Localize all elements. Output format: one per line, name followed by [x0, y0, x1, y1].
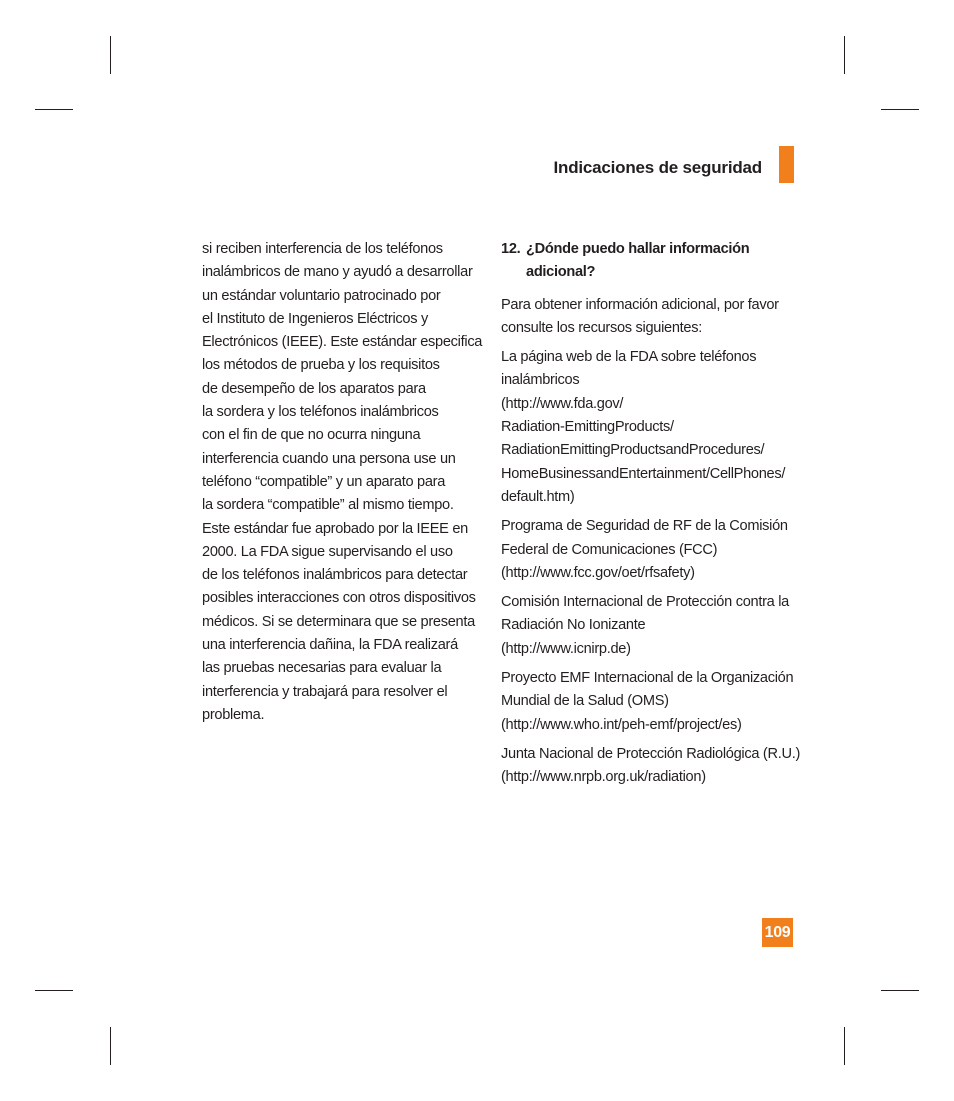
text-line: (http://www.icnirp.de) — [501, 640, 631, 657]
text-line: un estándar voluntario patrocinado por — [202, 287, 441, 304]
text-line: teléfono “compatible” y un aparato para — [202, 473, 446, 490]
crop-mark-top-left-vertical — [110, 36, 111, 74]
text-line: La página web de la FDA sobre teléfonos — [501, 349, 757, 366]
crop-mark-bottom-right-vertical — [844, 1027, 845, 1065]
text-line: las pruebas necesarias para evaluar la — [202, 660, 442, 677]
text-line: Comisión Internacional de Protección contra la — [501, 594, 789, 611]
text-line: Radiación No Ionizante — [501, 617, 646, 634]
text-line: el Instituto de Ingenieros Eléctricos y — [202, 310, 428, 327]
text-line: de los teléfonos inalámbricos para detectar — [202, 567, 468, 584]
text-line: médicos. Si se determinara que se presenta — [202, 613, 475, 630]
text-line: problema. — [202, 706, 265, 723]
resource-fcc — [501, 515, 797, 585]
crop-mark-bottom-left-horizontal — [35, 990, 73, 991]
question-heading — [501, 238, 797, 285]
crop-mark-top-left-horizontal — [35, 109, 73, 110]
resource-fda — [501, 346, 797, 509]
text-line: inalámbricos de mano y ayudó a desarrollar — [202, 264, 473, 281]
text-line: Mundial de la Salud (OMS) — [501, 693, 669, 710]
text-line: (http://www.fcc.gov/oet/rfsafety) — [501, 564, 695, 581]
text-line: Federal de Comunicaciones (FCC) — [501, 541, 718, 558]
question-title-line: ¿Dónde puedo hallar información — [526, 241, 750, 257]
text-line: posibles interacciones con otros dispositivos — [202, 590, 476, 607]
crop-mark-top-right-horizontal — [881, 109, 919, 110]
text-line: consulte los recursos siguientes: — [501, 319, 703, 336]
left-column-text — [202, 238, 483, 727]
text-line: una interferencia dañina, la FDA realizará — [202, 637, 458, 654]
text-line: 2000. La FDA sigue supervisando el uso — [202, 543, 453, 560]
resource-nrpb — [501, 743, 801, 790]
resource-icnirp — [501, 591, 797, 661]
text-line: default.htm) — [501, 488, 575, 505]
text-line: (http://www.nrpb.org.uk/radiation) — [501, 769, 706, 786]
text-line: interferencia y trabajará para resolver el — [202, 683, 448, 700]
text-line: Para obtener información adicional, por favor — [501, 296, 779, 313]
text-line: Proyecto EMF Internacional de la Organización — [501, 670, 794, 687]
page-number: 109 — [762, 918, 793, 947]
text-line: Programa de Seguridad de RF de la Comisión — [501, 518, 788, 535]
text-line: con el fin de que no ocurra ninguna — [202, 427, 421, 444]
section-tab-marker — [779, 146, 794, 183]
text-line: Radiation-EmittingProducts/ — [501, 419, 674, 436]
right-column-text — [501, 238, 801, 790]
crop-mark-bottom-left-vertical — [110, 1027, 111, 1065]
text-line: si reciben interferencia de los teléfonos — [202, 241, 443, 257]
text-line: la sordera y los teléfonos inalámbricos — [202, 404, 439, 421]
question-number: 12. — [501, 241, 521, 257]
crop-mark-bottom-right-horizontal — [881, 990, 919, 991]
text-line: Este estándar fue aprobado por la IEEE en — [202, 520, 468, 537]
crop-mark-top-right-vertical — [844, 36, 845, 74]
text-line: los métodos de prueba y los requisitos — [202, 357, 440, 374]
resource-who — [501, 667, 797, 737]
text-line: (http://www.fda.gov/ — [501, 395, 624, 412]
text-line: HomeBusinessandEntertainment/CellPhones/ — [501, 465, 786, 482]
question-title-line: adicional? — [526, 264, 596, 281]
text-line: la sordera “compatible” al mismo tiempo. — [202, 497, 454, 514]
text-line: inalámbricos — [501, 372, 580, 389]
paragraph-intro — [501, 294, 797, 341]
text-line: de desempeño de los aparatos para — [202, 380, 426, 397]
text-line: Electrónicos (IEEE). Este estándar especifica — [202, 334, 483, 351]
text-line: Junta Nacional de Protección Radiológica (R.U.) — [501, 745, 801, 762]
text-line: (http://www.who.int/peh-emf/project/es) — [501, 716, 742, 733]
section-title: Indicaciones de seguridad — [553, 158, 762, 177]
text-line: RadiationEmittingProductsandProcedures/ — [501, 442, 765, 459]
text-line: interferencia cuando una persona use un — [202, 450, 456, 467]
